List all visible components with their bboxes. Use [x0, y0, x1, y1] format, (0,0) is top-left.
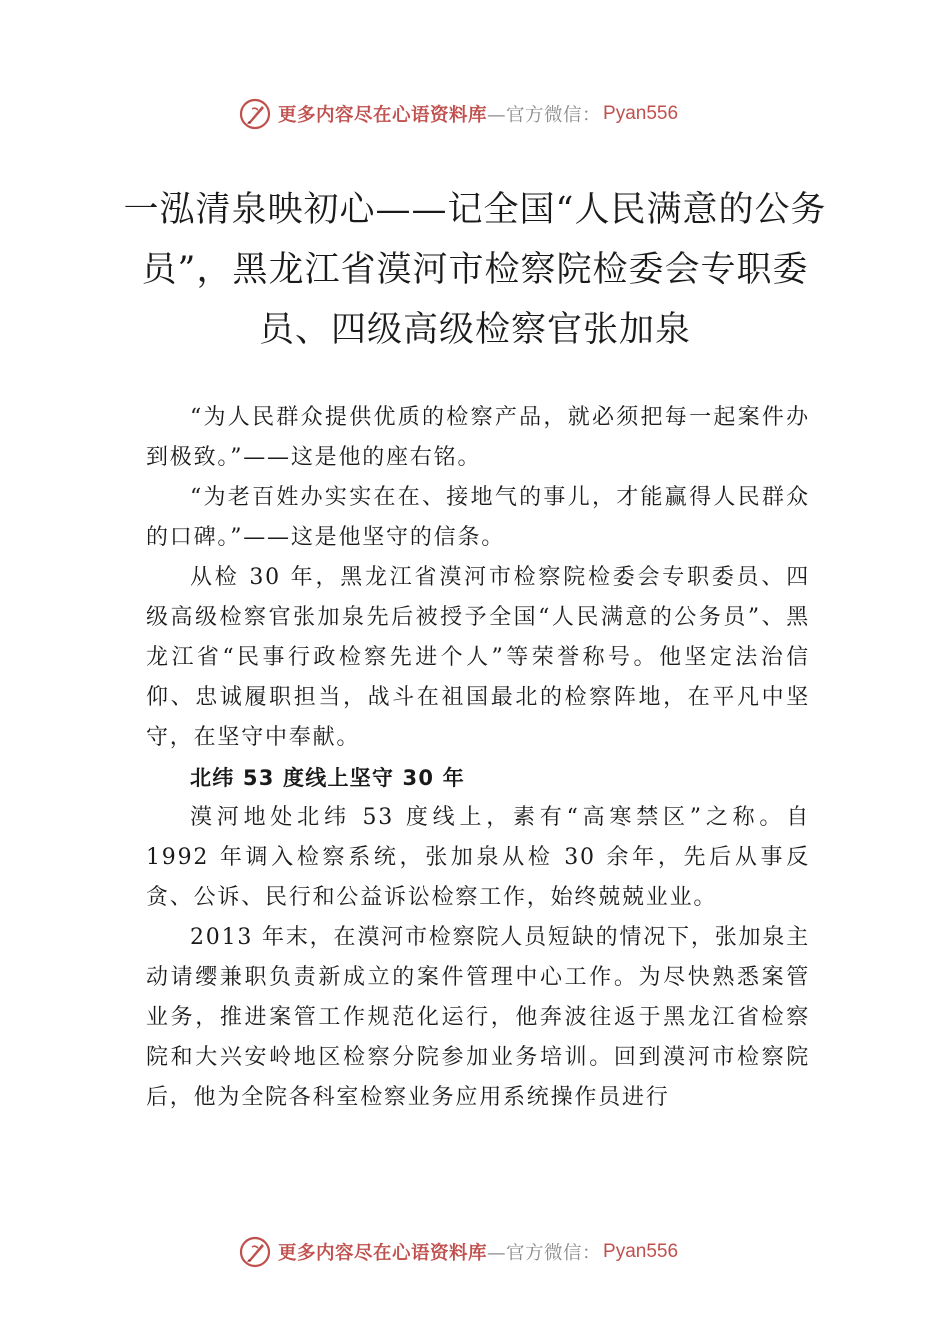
watermark-wechat-id: Pyan556 — [603, 103, 679, 124]
article-body — [146, 398, 810, 1118]
paragraph-intro: 从检 30 年，黑龙江省漠河市检察院检委会专职委员、四级高级检察官张加泉先后被授予全国“人民满意的公务员”、黑龙江省“民事行政检察先进个人”等荣誉称号。他坚定法治信仰、忠诚履职担当，战斗在祖国最北的检察阵地，在平凡中坚守，在坚守中奉献。 — [146, 565, 810, 750]
paragraph-creed: “为老百姓办实实在在、接地气的事儿，才能赢得人民群众的口碑。”——这是他坚守的信条。 — [146, 485, 810, 550]
watermark-text: 更多内容尽在心语资料库 — [278, 105, 488, 126]
header-watermark — [238, 94, 678, 134]
paragraph-mohe: 漠河地处北纬 53 度线上，素有“高寒禁区”之称。自 1992 年调入检察系统，张加泉从检 30 余年，先后从事反贪、公诉、民行和公益诉讼检察工作，始终兢兢业业。 — [146, 805, 810, 910]
paragraph-case-management: 2013 年末，在漠河市检察院人员短缺的情况下，张加泉主动请缨兼职负责新成立的案件管理中心工作。为尽快熟悉案管业务，推进案管工作规范化运行，他奔波往返于黑龙江省检察院和大兴安岭地区检察分院参加业务培训。回到漠河市检察院后，他为全院各科室检察业务应用系统操作员进行 — [146, 925, 810, 1110]
watermark-wechat-id: Pyan556 — [603, 1241, 679, 1262]
article-title: 一泓清泉映初心——记全国“人民满意的公务员”，黑龙江省漠河市检察院检委会专职委员、四级高级检察官张加泉 — [123, 190, 827, 350]
watermark-separator: —官方微信： — [487, 105, 602, 126]
section-heading: 北纬 53 度线上坚守 30 年 — [190, 766, 465, 790]
pen-quill-seal-icon — [238, 1235, 272, 1269]
footer-watermark — [238, 1232, 678, 1272]
watermark-text: 更多内容尽在心语资料库 — [278, 1243, 488, 1264]
paragraph-motto: “为人民群众提供优质的检察产品，就必须把每一起案件办到极致。”——这是他的座右铭。 — [146, 405, 810, 470]
pen-quill-seal-icon — [238, 97, 272, 131]
watermark-separator: —官方微信： — [487, 1243, 602, 1264]
